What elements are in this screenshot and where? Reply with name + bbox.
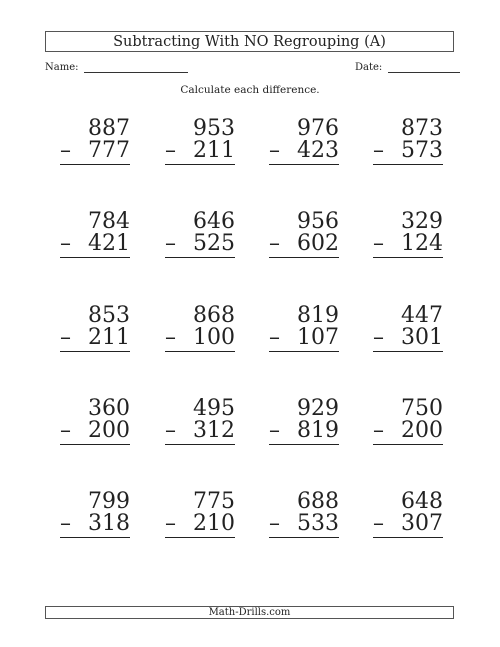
minus-sign: – [165,418,176,443]
problem-16 [373,398,443,448]
minus-sign: – [60,511,71,536]
instruction-text: Calculate each difference. [180,84,320,96]
minuend: 819 [297,303,339,328]
worksheet-title-text: Subtracting With NO Regrouping (A) [113,33,386,50]
problem-1 [60,118,130,168]
subtrahend: 318 [88,511,130,536]
minus-sign: – [373,231,384,256]
answer-line [373,444,443,445]
problem-6 [165,211,235,261]
minuend: 495 [193,396,235,421]
subtrahend: 301 [401,325,443,350]
problem-7 [269,211,339,261]
answer-line [373,537,443,538]
date-field [355,62,460,73]
problem-20 [373,491,443,541]
minuend: 873 [401,116,443,141]
minus-sign: – [269,418,280,443]
minuend: 750 [401,396,443,421]
subtrahend: 210 [193,511,235,536]
subtrahend: 602 [297,231,339,256]
minus-sign: – [269,325,280,350]
problem-9 [60,305,130,355]
footer-text: Math-Drills.com [208,607,291,618]
answer-line [60,164,130,165]
answer-line [269,351,339,352]
subtrahend: 312 [193,418,235,443]
answer-line [60,537,130,538]
problem-8 [373,211,443,261]
subtrahend: 819 [297,418,339,443]
minus-sign: – [60,138,71,163]
date-line [388,62,460,73]
date-label: Date: [355,62,383,73]
problem-14 [165,398,235,448]
subtrahend: 573 [401,138,443,163]
answer-line [165,351,235,352]
minus-sign: – [373,325,384,350]
subtrahend: 525 [193,231,235,256]
answer-line [60,444,130,445]
subtrahend: 533 [297,511,339,536]
minus-sign: – [165,511,176,536]
subtrahend: 423 [297,138,339,163]
subtrahend: 100 [193,325,235,350]
answer-line [373,351,443,352]
minus-sign: – [60,231,71,256]
problem-12 [373,305,443,355]
answer-line [60,257,130,258]
answer-line [269,164,339,165]
minuend: 775 [193,489,235,514]
problem-3 [269,118,339,168]
minuend: 447 [401,303,443,328]
problem-15 [269,398,339,448]
minuend: 648 [401,489,443,514]
minuend: 853 [88,303,130,328]
minus-sign: – [60,418,71,443]
subtrahend: 307 [401,511,443,536]
minuend: 360 [88,396,130,421]
answer-line [165,257,235,258]
name-label: Name: [45,62,79,73]
problem-5 [60,211,130,261]
minus-sign: – [373,511,384,536]
subtrahend: 421 [88,231,130,256]
answer-line [373,257,443,258]
minus-sign: – [165,231,176,256]
problem-13 [60,398,130,448]
minuend: 868 [193,303,235,328]
subtrahend: 124 [401,231,443,256]
minus-sign: – [60,325,71,350]
answer-line [60,351,130,352]
subtrahend: 777 [88,138,130,163]
answer-line [269,537,339,538]
problem-18 [165,491,235,541]
minuend: 784 [88,209,130,234]
minus-sign: – [269,511,280,536]
answer-line [373,164,443,165]
answer-line [269,444,339,445]
problem-11 [269,305,339,355]
footer [45,606,454,619]
minuend: 976 [297,116,339,141]
minus-sign: – [269,231,280,256]
answer-line [165,537,235,538]
name-field [45,62,188,73]
minuend: 953 [193,116,235,141]
subtrahend: 200 [88,418,130,443]
minus-sign: – [165,325,176,350]
minuend: 887 [88,116,130,141]
problem-10 [165,305,235,355]
minus-sign: – [373,138,384,163]
subtrahend: 211 [88,325,130,350]
subtrahend: 211 [193,138,235,163]
answer-line [165,164,235,165]
minus-sign: – [165,138,176,163]
answer-line [269,257,339,258]
minuend: 929 [297,396,339,421]
problem-17 [60,491,130,541]
subtrahend: 200 [401,418,443,443]
minuend: 329 [401,209,443,234]
minus-sign: – [269,138,280,163]
minuend: 956 [297,209,339,234]
minus-sign: – [373,418,384,443]
minuend: 646 [193,209,235,234]
minuend: 688 [297,489,339,514]
problem-2 [165,118,235,168]
subtrahend: 107 [297,325,339,350]
answer-line [165,444,235,445]
worksheet-title [45,31,454,52]
problem-4 [373,118,443,168]
problem-19 [269,491,339,541]
name-line [84,62,188,73]
minuend: 799 [88,489,130,514]
